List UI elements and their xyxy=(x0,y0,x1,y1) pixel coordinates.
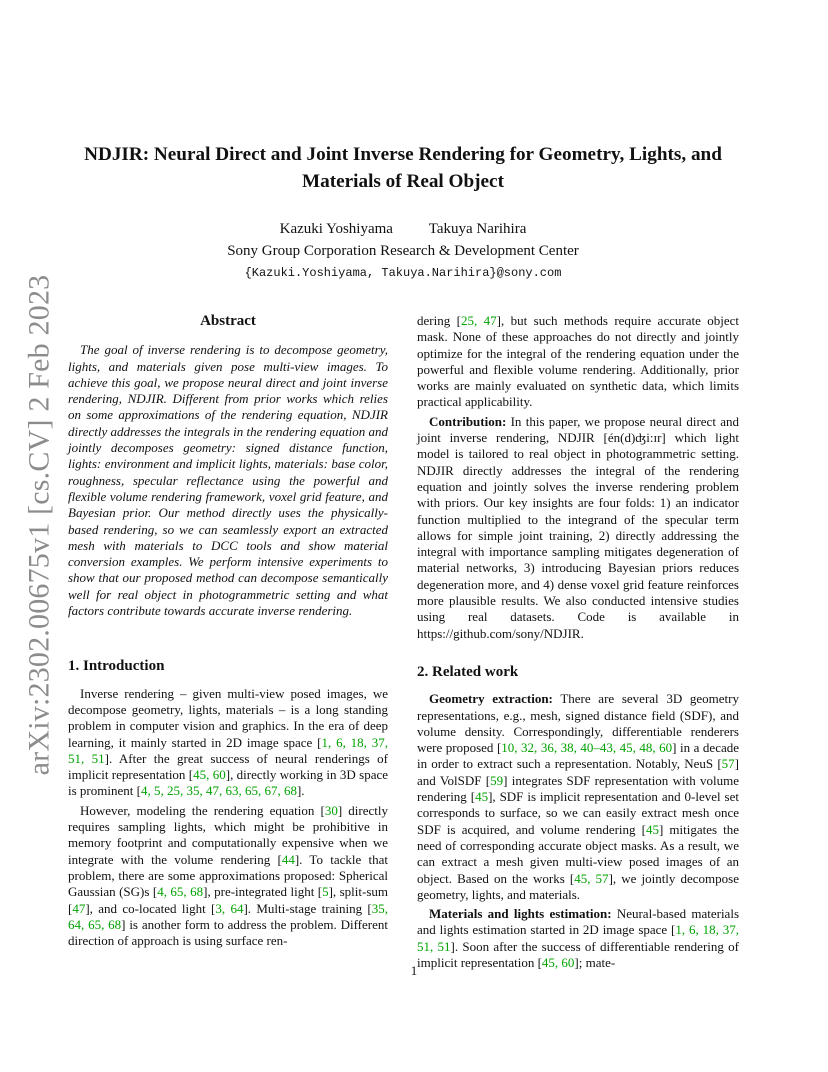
citation-link[interactable]: 4, 65, 68 xyxy=(157,884,204,900)
citation-link[interactable]: 10, 32, 36, 38, 40–43, 45, 48, 60 xyxy=(501,740,673,756)
geometry-paragraph: Geometry extraction: There are several 3D geometry representations, e.g., mesh, signed distance field (SDF), and volume density. Correspondingly, differentiable renderers were proposed [10, 32, 36, 38, 40–43, 45, 48, 60] in a decade in order to extract such a representation. Notably, NeuS [57] and VolSDF [59] integrates SDF representation with volume rendering [45], SDF is implicit representation and 0-level set corresponds to surface, so we can easily extract mesh once SDF is acquired, and volume rendering [45] mitigates the need of corresponding accurate object masks. As a result, we can extract a mesh given multi-view posed images of an object. Based on the works [45, 57], we jointly decompose geometry, lights, and materials. xyxy=(417,691,739,902)
citation-link[interactable]: 45, 60 xyxy=(193,767,226,783)
related-work-heading: 2. Related work xyxy=(417,663,519,680)
author-block xyxy=(70,218,736,284)
intro-paragraph-1: Inverse rendering – given multi-view posed images, we decompose geometry, lights, materials – is a long standing problem in computer vision and graphics. In the era of deep learning, it mainly started in 2D image space [1, 6, 18, 37, 51, 51]. After the great success of neural renderings of implicit representation [45, 60], directly working in 3D space is prominent [4, 5, 25, 35, 47, 63, 65, 67, 68]. xyxy=(68,685,389,799)
citation-link[interactable]: 57 xyxy=(721,756,735,772)
citation-link[interactable]: 4, 5, 25, 35, 47, 63, 65, 67, 68 xyxy=(140,783,297,799)
citation-link[interactable]: 5 xyxy=(322,884,329,900)
contribution-run-in-heading: Contribution: xyxy=(429,413,507,429)
author-name: Takuya Narihira xyxy=(428,221,527,237)
citation-link[interactable]: 1, 6, 18, 37, 51, 51 xyxy=(68,734,388,766)
continued-paragraph: dering [25, 47], but such methods require accurate object mask. None of these approaches do not directly and jointly optimize for the integral of the rendering equation under the powerful and flexible volume rendering. Additionally, prior works are mainly evaluated on synthetic data, which limits practical applicability. xyxy=(417,313,740,410)
geometry-run-in-heading: Geometry extraction: xyxy=(429,691,553,707)
contribution-paragraph: Contribution: In this paper, we propose neural direct and joint inverse rendering, NDJIR [én(d)ʤi:ɪr] which light model is tailored to real object in photogrammetric setting. NDJIR directly addresses the integral of the rendering equation and jointly solves the inverse rendering problem with priors. Our key insights are four folds: 1) an indicator function multiplied to the integrand of the specular term allows for simple joint training, 2) directly addressing the integral with importance sampling mitigates degeneration of material networks, 3) introducing Bayesian priors reduces degeneration more, and 4) dense voxel grid feature reinforces more plausible results. We also conducted intensive studies using real datasets. Code is available in https://github.com/sony/NDJIR. xyxy=(417,413,740,641)
citation-link[interactable]: 47 xyxy=(72,900,86,916)
introduction-heading: 1. Introduction xyxy=(68,658,165,675)
citation-link[interactable]: 59 xyxy=(490,772,504,788)
paper-title: NDJIR: Neural Direct and Joint Inverse Rendering for Geometry, Lights, and Materials of Real Object xyxy=(84,144,722,192)
citation-link[interactable]: 1, 6, 18, 37, 51, 51 xyxy=(417,922,740,954)
citation-link[interactable]: 45 xyxy=(645,821,659,837)
arxiv-sidebar-watermark xyxy=(19,274,59,776)
author-name: Kazuki Yoshiyama xyxy=(279,221,393,237)
citation-link[interactable]: 3, 64 xyxy=(215,900,244,916)
citation-link[interactable]: 45, 57 xyxy=(574,870,609,886)
author-names xyxy=(70,218,736,240)
materials-run-in-heading: Materials and lights estimation: xyxy=(429,906,612,922)
abstract-heading: Abstract xyxy=(200,313,256,329)
citation-link[interactable]: 45, 60 xyxy=(541,954,575,970)
intro-paragraph-2: However, modeling the rendering equation [30] directly requires sampling lights, which might be prohibitive in memory footprint and computationally expensive when we integrate with the volume rendering [44]. To tackle that problem, there are some approximations proposed: Spherical Gaussian (SG)s [4, 65, 68], pre-integrated light [5], split-sum [47], and co-located light [3, 64]. Multi-stage training [35, 64, 65, 68] is another form to address the problem. Different direction of approach is using surface ren- xyxy=(68,802,389,949)
citation-link[interactable]: 35, 64, 65, 68 xyxy=(68,900,388,932)
citation-link[interactable]: 30 xyxy=(324,802,338,818)
arxiv-identifier: arXiv:2302.00675v1 [cs.CV] 2 Feb 2023 xyxy=(22,274,55,776)
citation-link[interactable]: 44 xyxy=(281,851,295,867)
left-column xyxy=(68,313,388,949)
citation-link[interactable]: 25, 47 xyxy=(460,313,497,328)
author-emails: {Kazuki.Yoshiyama, Takuya.Narihira}@sony.com xyxy=(244,266,562,280)
citation-link[interactable]: 45 xyxy=(475,789,489,805)
right-column xyxy=(417,313,739,971)
affiliation: Sony Group Corporation Research & Development Center xyxy=(227,243,579,259)
materials-paragraph: Materials and lights estimation: Neural-based materials and lights estimation started in 2D image space [1, 6, 18, 37, 51, 51]. Soon after the success of differentiable rendering of implicit representation [45, 60]; mate- xyxy=(417,906,740,970)
abstract-text: The goal of inverse rendering is to decompose geometry, lights, and materials given pose multi-view images. To achieve this goal, we propose neural direct and joint inverse rendering, NDJIR. Different from prior works which relies on some approximations of the rendering equation, NDJIR directly addresses the integrals in the rendering equation and jointly decomposes geometry: signed distance function, lights: environment and implicit lights, materials: base color, roughness, specular reflectance using the powerful and flexible volume rendering framework, voxel grid feature, and Bayesian prior. Our method directly uses the physically-based rendering, so we can seamlessly export an extracted mesh with materials to DCC tools and show material conversion examples. We perform intensive experiments to show that our proposed method can decompose semantically well for real object in photogrammetric setting and what factors contribute towards accurate inverse rendering. xyxy=(68,342,388,619)
page-number: 1 xyxy=(410,963,418,978)
